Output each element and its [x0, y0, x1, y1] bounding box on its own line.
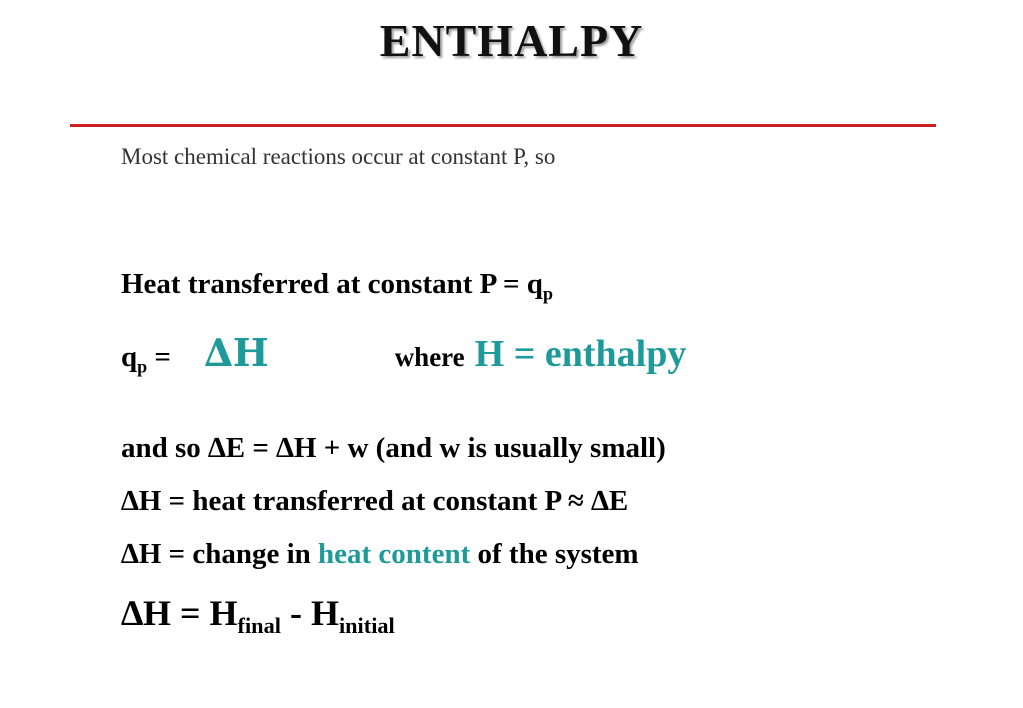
qp-subscript: p [137, 356, 148, 377]
delta-h-heat-line: ∆H = heat transferred at constant P ≈ ∆E [121, 485, 629, 517]
intro-text: Most chemical reactions occur at constant P, so [121, 144, 556, 169]
heat-transfer-text: Heat transferred at constant P = q [121, 268, 543, 300]
formula-final-subscript: final [237, 612, 281, 638]
delta-e-relation-line: and so ∆E = ∆H + w (and w is usually small) [121, 432, 666, 464]
slide-title: ENTHALPY [379, 15, 644, 66]
qp-symbol: q [121, 341, 138, 373]
formula-middle: - H [280, 593, 339, 633]
where-label: where [394, 342, 465, 372]
delta-h-formula-line [121, 592, 395, 638]
heat-content-suffix: of the system [470, 538, 639, 570]
qp-definition-line [121, 330, 686, 376]
title-divider [70, 124, 936, 127]
heat-content-prefix: ∆H = change in [121, 538, 319, 570]
heat-transfer-subscript: p [542, 283, 553, 304]
enthalpy-definition: H = enthalpy [474, 333, 687, 375]
formula-lhs: ∆H = H [121, 593, 238, 633]
heat-transfer-line [121, 268, 553, 304]
heat-content-highlight: heat content [318, 538, 471, 570]
formula-initial-subscript: initial [338, 612, 395, 638]
qp-equals: = [147, 341, 179, 373]
delta-h-symbol: ∆H [204, 330, 269, 375]
heat-content-line [121, 538, 639, 571]
